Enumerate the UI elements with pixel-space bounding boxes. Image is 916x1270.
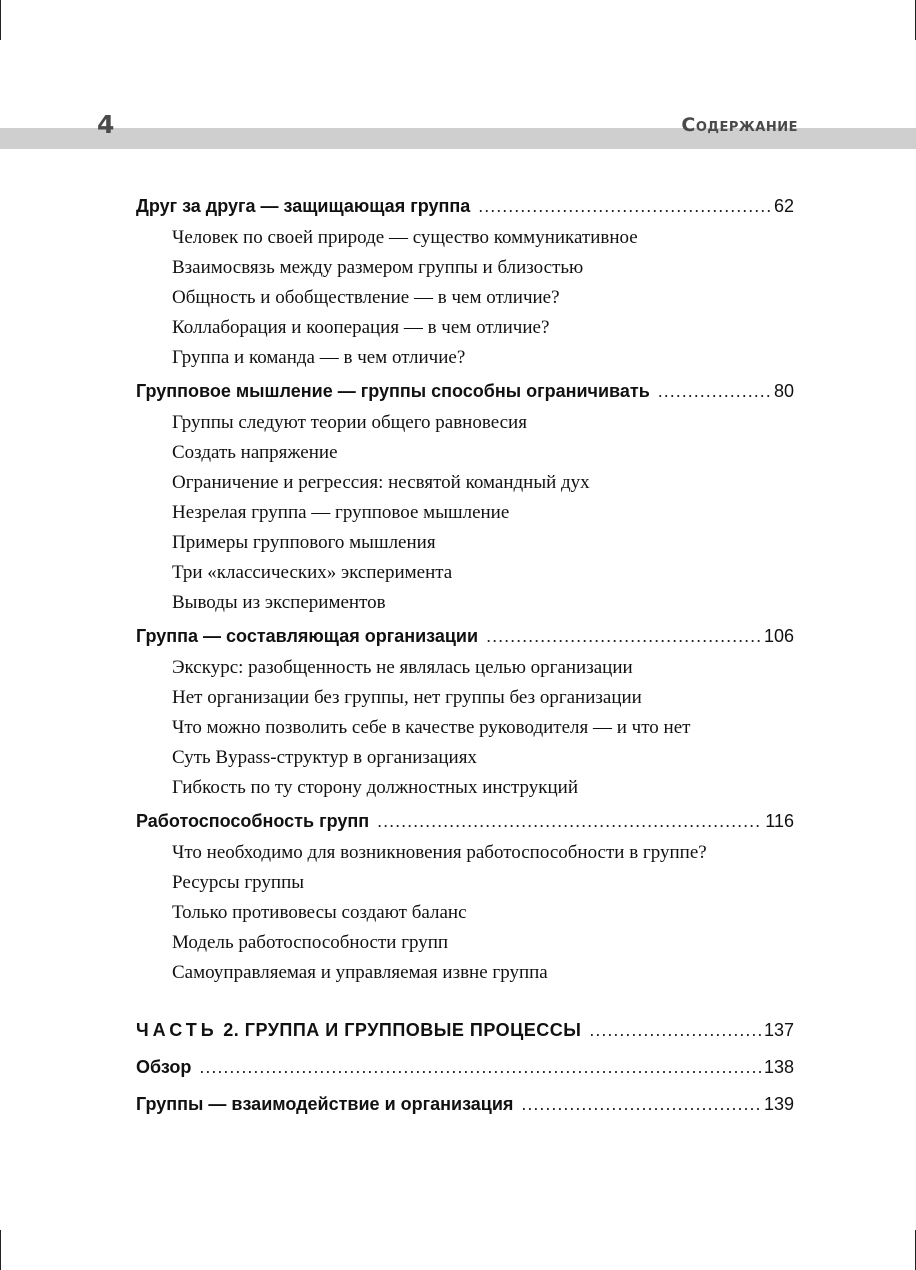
toc-entry-page: 138 [763,1057,794,1077]
toc-subentry[interactable]: Самоуправляемая и управляемая извне группа [172,962,548,983]
toc-entry-page: 106 [763,626,794,646]
toc-entry-page: 139 [763,1094,794,1114]
toc-subentry[interactable]: Что необходимо для возникновения работоспособности в группе? [172,842,707,863]
part-title: ГРУППА И ГРУППОВЫЕ ПРОЦЕССЫ [244,1020,582,1040]
toc-subentry[interactable]: Ресурсы группы [172,872,304,893]
toc-subentries [172,408,794,618]
part-number: 2. [223,1020,240,1040]
toc-subentry[interactable]: Создать напряжение [172,442,338,463]
toc-section [136,381,794,618]
toc-entry[interactable] [136,626,794,647]
toc-section [136,811,794,988]
toc-subentry[interactable]: Ограничение и регрессия: несвятой командный дух [172,472,590,493]
toc-entry[interactable] [136,381,794,402]
toc-subentry[interactable]: Коллаборация и кооперация — в чем отличие? [172,317,550,338]
leader-dots [199,1057,761,1078]
toc-entry-title: Группа — составляющая организации [136,626,479,646]
toc-subentry[interactable]: Незрелая группа — групповое мышление [172,502,510,523]
toc-subentry[interactable]: Примеры группового мышления [172,532,436,553]
page-number: 4 [97,110,115,139]
toc-entry-page: 116 [765,811,794,831]
toc-subentry[interactable]: Что можно позволить себе в качестве руководителя — и что нет [172,717,691,738]
toc-entry-title: Группы — взаимодействие и организация [136,1094,514,1114]
toc-subentry[interactable]: Человек по своей природе — существо коммуникативное [172,227,638,248]
leader-dots [478,196,771,217]
leader-dots [658,381,771,402]
crop-mark-bottom-left [0,1230,1,1270]
leader-dots [486,626,761,647]
toc-entry-page: 62 [773,196,794,216]
toc-subentry[interactable]: Экскурс: разобщенность не являлась целью организации [172,657,633,678]
toc-entry-title: Работоспособность групп [136,811,370,831]
toc-section [136,626,794,803]
toc-part-title [136,1020,581,1041]
toc-entry[interactable] [136,811,794,832]
leader-dots [589,1020,761,1041]
toc-entry[interactable] [136,196,794,217]
toc-entry-title: Друг за друга — защищающая группа [136,196,471,216]
toc-subentry[interactable]: Три «классических» эксперимента [172,562,453,583]
toc-entry[interactable] [136,1057,794,1078]
leader-dots [521,1094,761,1115]
toc-subentry[interactable]: Суть Bypass-структур в организациях [172,747,477,768]
toc-subentry[interactable]: Взаимосвязь между размером группы и близостью [172,257,584,278]
toc-subentry[interactable]: Гибкость по ту сторону должностных инструкций [172,777,578,798]
toc-subentry[interactable]: Модель работоспособности групп [172,932,449,953]
toc-subentry[interactable]: Общность и обобществление — в чем отличие? [172,287,560,308]
toc-entry[interactable] [136,1094,794,1115]
toc-part-entry[interactable] [136,1020,794,1041]
crop-mark-top-left [0,0,1,40]
toc-entry-page: 137 [763,1020,794,1040]
toc-subentry[interactable]: Нет организации без группы, нет группы без организации [172,687,642,708]
running-title: Содержание [681,114,798,136]
toc-entry-title: Обзор [136,1057,192,1077]
toc-subentries [172,223,794,373]
part-label: ЧАСТЬ [136,1020,218,1040]
toc-subentry[interactable]: Группы следуют теории общего равновесия [172,412,527,433]
leader-dots [377,811,762,832]
toc-section [136,196,794,373]
toc-subentry[interactable]: Группа и команда — в чем отличие? [172,347,466,368]
toc-subentries [172,653,794,803]
toc-subentry[interactable]: Выводы из экспериментов [172,592,386,613]
toc-entry-title: Групповое мышление — группы способны ограничивать [136,381,650,401]
table-of-contents [136,196,794,1115]
toc-subentry[interactable]: Только противовесы создают баланс [172,902,467,923]
toc-entry-page: 80 [773,381,794,401]
toc-subentries [172,838,794,988]
